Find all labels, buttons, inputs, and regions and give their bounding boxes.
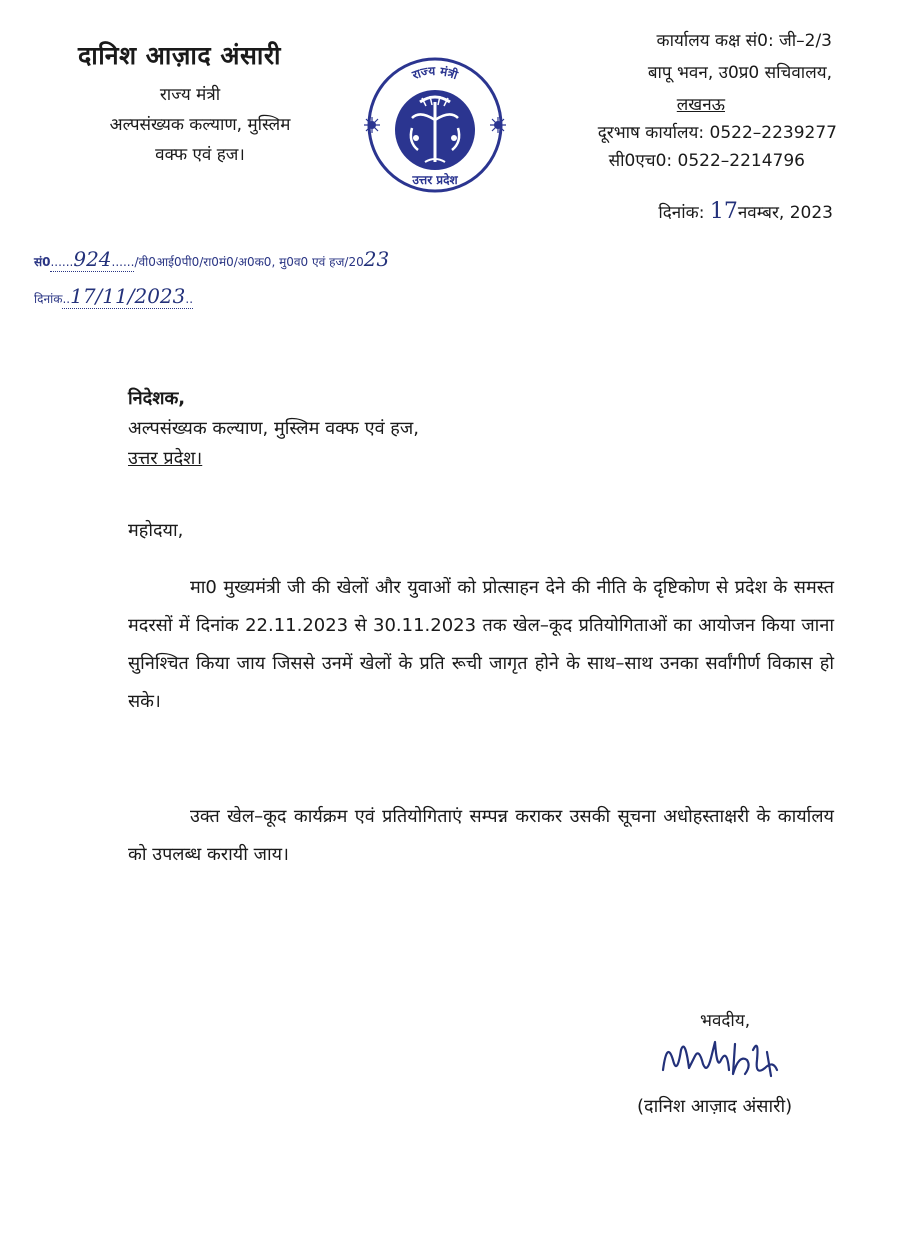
- svg-text:राज्य मंत्री: [409, 64, 460, 83]
- office-phone: दूरभाष कार्यालय: 0522–2239277: [597, 123, 837, 143]
- reference-date: दिनांक..17/11/2023..: [34, 284, 194, 308]
- date-label: दिनांक:: [658, 203, 705, 223]
- office-city: लखनऊ: [676, 95, 725, 115]
- salutation: महोदया,: [128, 520, 184, 541]
- reference-date-prefix: दिनांक: [34, 292, 63, 306]
- reference-number: सं0......924....../वी0आई0पी0/रा0मं0/अ0क0, मु0व0 एवं हज/2023: [34, 247, 390, 271]
- minister-department-line1: अल्पसंख्यक कल्याण, मुस्लिम: [109, 115, 291, 135]
- body-paragraph-2: उक्त खेल–कूद कार्यक्रम एवं प्रतियोगिताएं सम्पन्न कराकर उसकी सूचना अधोहस्ताक्षरी के कार्यालय को उपलब्ध करायी जाय।: [128, 806, 834, 865]
- reference-year-handwritten: 23: [363, 247, 390, 271]
- reference-date-handwritten: 17/11/2023: [70, 284, 186, 308]
- date-day-handwritten: 17: [709, 199, 738, 224]
- addressee-title: निदेशक,: [128, 388, 186, 409]
- minister-department-line2: वक्फ एवं हज।: [155, 145, 245, 165]
- closing: भवदीय,: [700, 1011, 751, 1031]
- handwritten-signature: [655, 1030, 795, 1085]
- reference-number-prefix: सं0: [34, 255, 51, 269]
- office-cug: सी0एच0: 0522–2214796: [608, 151, 805, 171]
- up-emblem-seal: [350, 50, 520, 200]
- addressee-department: अल्पसंख्यक कल्याण, मुस्लिम वक्फ एवं हज,: [128, 418, 419, 439]
- office-room: कार्यालय कक्ष सं0: जी–2/3: [656, 31, 832, 51]
- emblem-bottom-text: उत्तर प्रदेश: [412, 173, 458, 187]
- addressee-state: उत्तर प्रदेश।: [128, 448, 203, 469]
- emblem-top-text: राज्य मंत्री: [410, 63, 460, 83]
- minister-name: दानिश आज़ाद अंसारी: [78, 41, 282, 70]
- body-paragraph-1: मा0 मुख्यमंत्री जी की खेलों और युवाओं को प्रोत्साहन देने की नीति के दृष्टिकोण से प्रदेश के समस्त मदरसों में दिनांक 22.11.2023 से 30.11.2023 तक खेल–कूद प्रतियोगिताओं का आयोजन किया जाना सुनिश्चित किया जाय जिससे उनमें खेलों के प्रति रूची जागृत होने के साथ–साथ उनका सर्वांगीर्ण विकास हो सके।: [128, 577, 834, 712]
- letter-date: [520, 199, 833, 224]
- reference-number-handwritten: 924: [73, 247, 112, 271]
- office-building: बापू भवन, उ0प्र0 सचिवालय,: [647, 63, 832, 83]
- minister-designation: राज्य मंत्री: [159, 85, 221, 105]
- reference-number-suffix: /वी0आई0पी0/रा0मं0/अ0क0, मु0व0 एवं हज/20: [134, 255, 364, 269]
- date-month-year: नवम्बर, 2023: [737, 203, 833, 223]
- signer-name: (दानिश आज़ाद अंसारी): [637, 1096, 793, 1117]
